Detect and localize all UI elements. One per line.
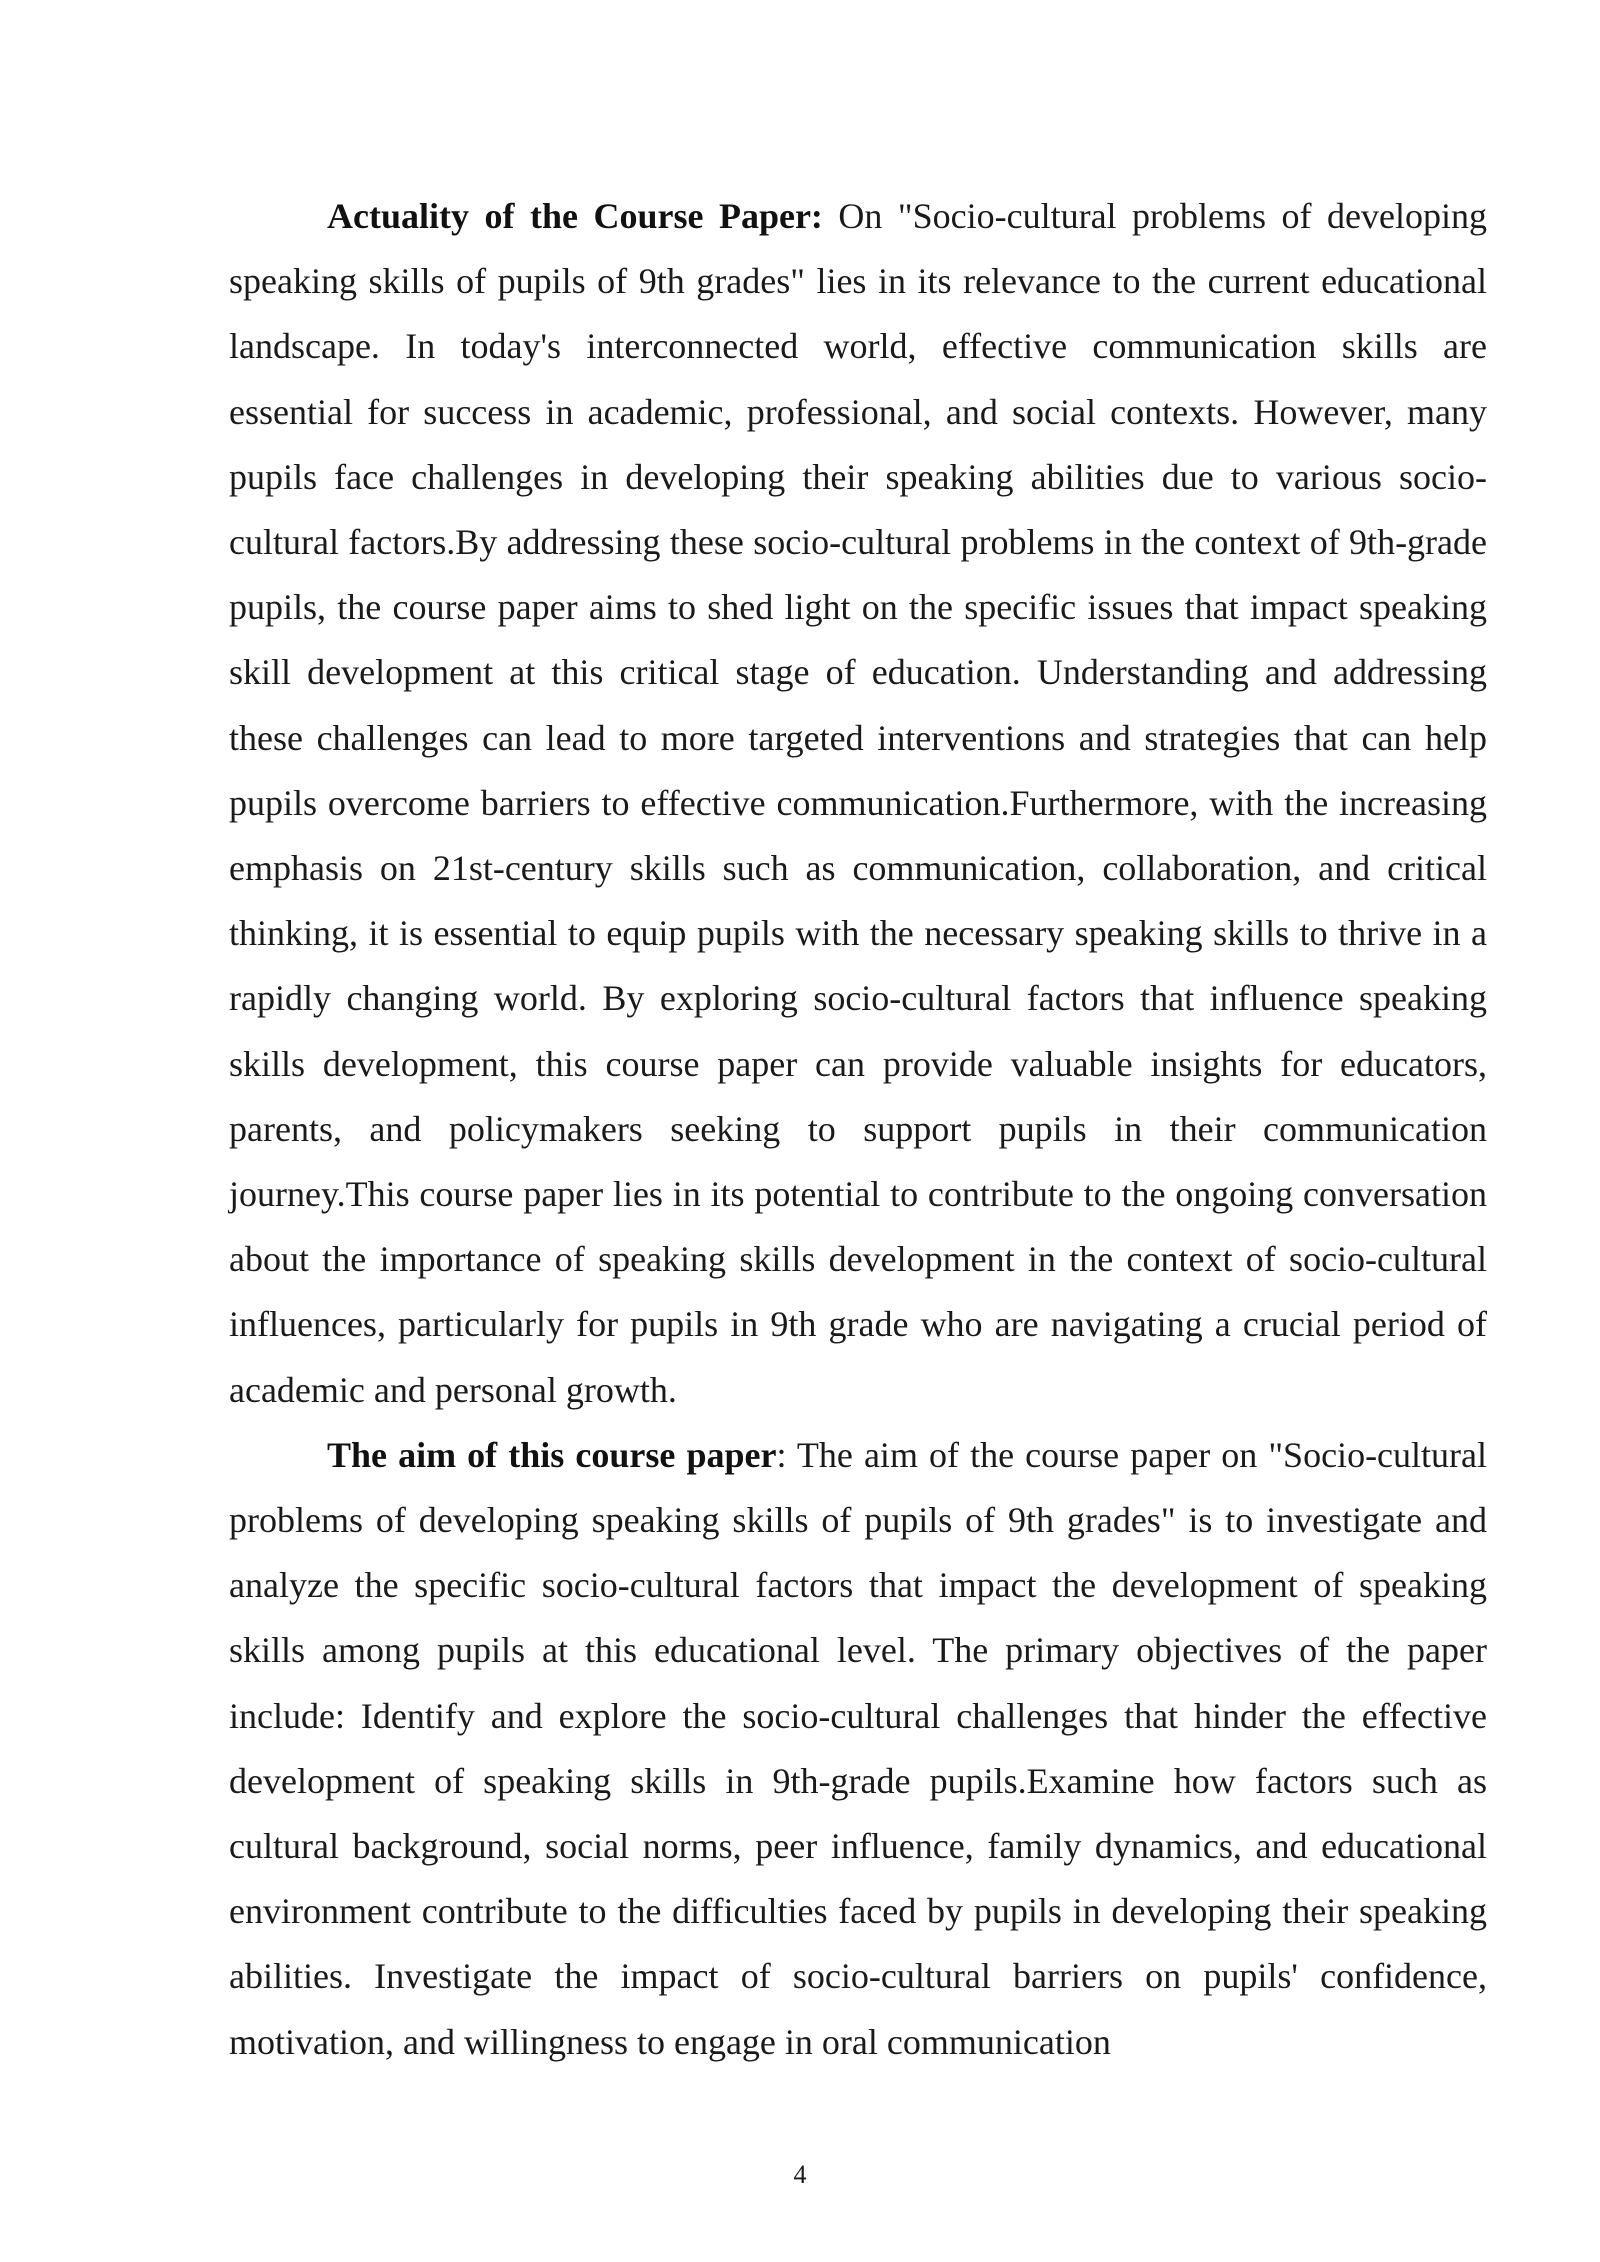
- paragraph-text-actuality: On "Socio-cultural problems of developing speaking skills of pupils of 9th grades" lies in its relevance to the current educational landscape. In today's interconnected world, effective communication skills are essential for success in academic, professional, and social contexts. However, many pupils face challenges in developing their speaking abilities due to various socio-cultural factors.By addressing these socio-cultural problems in the context of 9th-grade pupils, the course paper aims to shed light on the specific issues that impact speaking skill development at this critical stage of education. Understanding and addressing these challenges can lead to more targeted interventions and strategies that can help pupils overcome barriers to effective communication.Furthermore, with the increasing emphasis on 21st-century skills such as communication, collaboration, and critical thinking, it is essential to equip pupils with the necessary speaking skills to thrive in a rapidly changing world. By exploring socio-cultural factors that influence speaking skills development, this course paper can provide valuable insights for educators, parents, and policymakers seeking to support pupils in their communication journey.This course paper lies in its potential to contribute to the ongoing conversation about the importance of speaking skills development in the context of socio-cultural influences, particularly for pupils in 9th grade who are navigating a crucial period of academic and personal growth.: [229, 196, 1487, 1410]
- paragraph-text-aim: : The aim of the course paper on "Socio-cultural problems of developing speaking skills of pupils of 9th grades" is to investigate and analyze the specific socio-cultural factors that impact the development of speaking skills among pupils at this educational level. The primary objectives of the paper include: Identify and explore the socio-cultural challenges that hinder the effective development of speaking skills in 9th-grade pupils.Examine how factors such as cultural background, social norms, peer influence, family dynamics, and educational environment contribute to the difficulties faced by pupils in developing their speaking abilities. Investigate the impact of socio-cultural barriers on pupils' confidence, motivation, and willingness to engage in oral communication: [229, 1434, 1488, 2062]
- paragraph-actuality: [229, 184, 1487, 1423]
- document-body: [229, 184, 1487, 2075]
- paragraph-heading-aim: The aim of this course paper: [327, 1434, 777, 1475]
- page-number: 4: [793, 2160, 807, 2189]
- paragraph-aim: [229, 1423, 1487, 2075]
- paragraph-heading-actuality: Actuality of the Course Paper:: [327, 196, 823, 236]
